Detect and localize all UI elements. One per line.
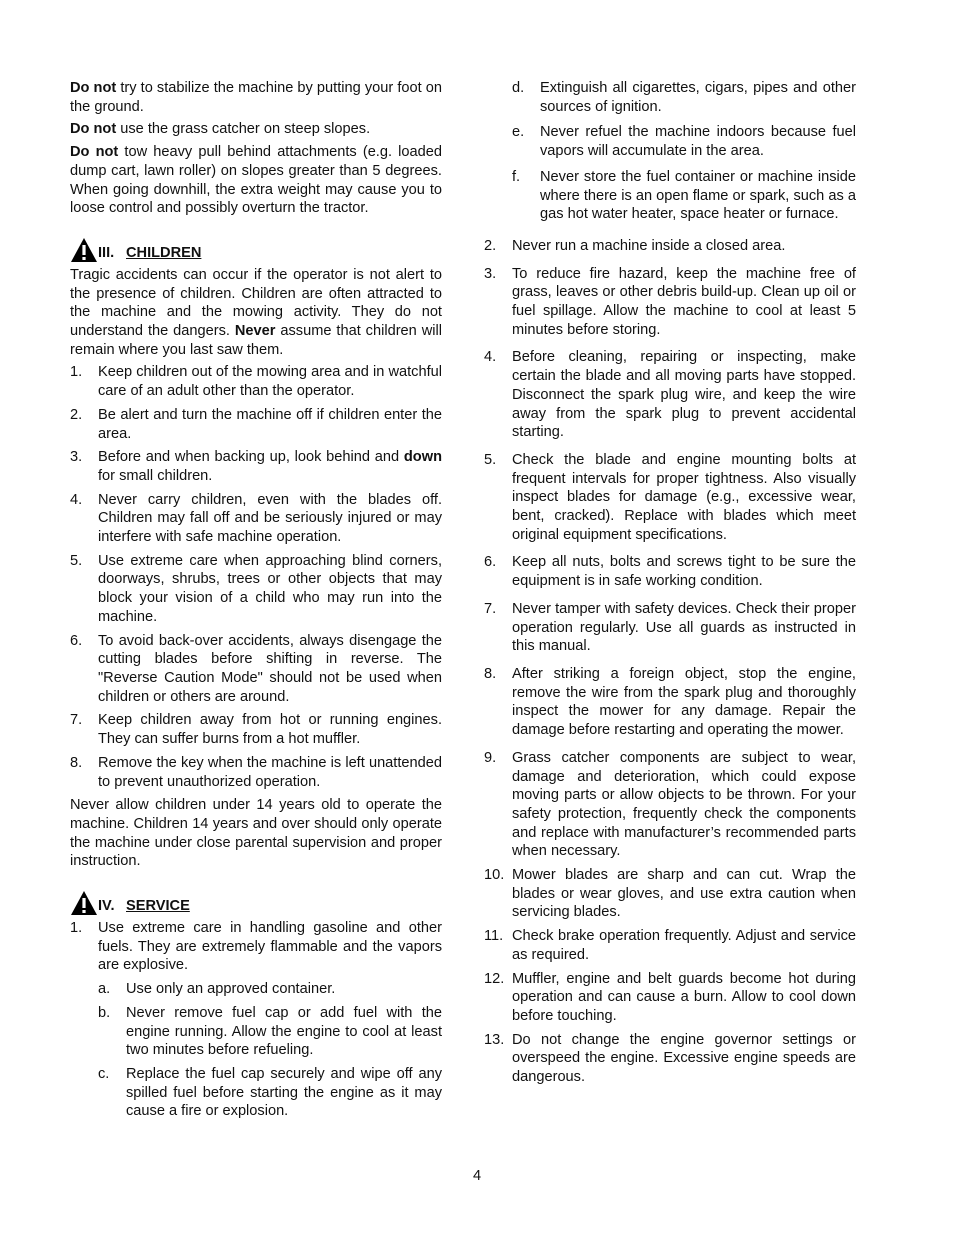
list-item bbox=[484, 451, 856, 545]
item-text: Before cleaning, repairing or inspecting, make certain the blade and all moving parts have stopped. Disconnect the spark plug wire, and keep the wire away from the spark plug to prevent accidental starting. bbox=[512, 349, 856, 441]
fuel-sub-list-continued bbox=[512, 79, 856, 224]
paragraph-text: Tragic accidents can occur if the operator is not alert to the presence of children. Children are often attracted to the machine and the mowing activity. They do not understand the dangers. bbox=[70, 266, 442, 340]
children-closing: Never allow children under 14 years old to operate the machine. Children 14 years and over should only operate the machine under close parental supervision and proper instruction. bbox=[70, 797, 442, 870]
fuel-sub-list bbox=[98, 980, 442, 1121]
item-text: Muffler, engine and belt guards become hot during operation and can cause a burn. Allow to cool down before touching. bbox=[512, 970, 856, 1024]
item-text: Keep children out of the mowing area and in watchful care of an adult other than the operator. bbox=[98, 364, 442, 400]
item-text: Never tamper with safety devices. Check their proper operation regularly. Use all guards as instructed in this manual. bbox=[512, 600, 856, 655]
list-item bbox=[70, 552, 442, 627]
item-number: 1. bbox=[70, 364, 83, 381]
item-text: Never store the fuel container or machine inside where there is an open flame or spark, such as a gas hot water heater, space heater or furnace. bbox=[540, 168, 856, 223]
sub-list-item bbox=[512, 79, 856, 116]
section-heading-service bbox=[70, 886, 442, 916]
list-item bbox=[484, 348, 856, 442]
sub-list-item bbox=[512, 123, 856, 160]
item-letter: a. bbox=[98, 981, 111, 998]
item-text: Do not change the engine governor settings or overspeed the engine. Excessive engine speeds are dangerous. bbox=[512, 1031, 856, 1086]
item-text: Keep all nuts, bolts and screws tight to be sure the equipment is in safe working condition. bbox=[512, 554, 856, 590]
paragraph-stabilize bbox=[70, 79, 442, 116]
list-item bbox=[70, 491, 442, 547]
paragraph-text: assume that children will remain where you last saw them. bbox=[70, 323, 442, 358]
item-text: Mower blades are sharp and can cut. Wrap the blades or wear gloves, and use extra caution when servicing blades. bbox=[512, 867, 856, 921]
item-number: 2. bbox=[484, 237, 497, 254]
list-item bbox=[484, 553, 856, 590]
list-item bbox=[484, 1031, 856, 1087]
list-item bbox=[70, 632, 442, 707]
item-text: After striking a foreign object, stop the engine, remove the wire from the spark plug and thoroughly inspect the mower for any damage. Repair the damage before restarting and operating the mower. bbox=[512, 665, 856, 739]
item-number: 10. bbox=[484, 867, 505, 884]
item-number: 7. bbox=[484, 600, 497, 617]
item-text: Keep children away from hot or running engines. They can suffer burns from a hot muffler. bbox=[98, 712, 442, 748]
children-list bbox=[70, 363, 442, 791]
item-text: Use extreme care in handling gasoline and other fuels. They are extremely flammable and the vapors are explosive. bbox=[98, 920, 442, 974]
list-item bbox=[484, 265, 856, 340]
section-title: CHILDREN bbox=[126, 245, 202, 262]
list-item bbox=[484, 237, 856, 256]
list-item bbox=[70, 448, 442, 485]
sub-list-item bbox=[512, 168, 856, 224]
item-number: 9. bbox=[484, 749, 497, 766]
page-number: 4 bbox=[472, 1168, 482, 1184]
paragraph-text: use the grass catcher on steep slopes. bbox=[116, 121, 371, 138]
section-number: IV. bbox=[98, 898, 115, 915]
item-number: 7. bbox=[70, 712, 83, 729]
item-number: 12. bbox=[484, 970, 505, 987]
list-item bbox=[70, 919, 442, 975]
list-item bbox=[484, 600, 856, 656]
item-text-part: for small children. bbox=[98, 467, 213, 484]
item-number: 3. bbox=[484, 265, 497, 282]
list-item bbox=[484, 665, 856, 740]
item-text: To avoid back-over accidents, always disengage the cutting blades before shifting in reverse. The "Reverse Caution Mode" should not be used when children or others are around. bbox=[98, 632, 442, 705]
item-letter: b. bbox=[98, 1004, 111, 1021]
item-text: Grass catcher components are subject to wear, damage and deterioration, which could expose moving parts or allow objects to be thrown. For your safety protection, frequently check the components and replace with manufacturer’s recommended parts when necessary. bbox=[512, 749, 856, 860]
item-letter: e. bbox=[512, 124, 525, 141]
item-text: Use extreme care when approaching blind corners, doorways, shrubs, trees or other objects that may block your vision of a child who may run into the machine. bbox=[98, 552, 442, 625]
sub-list-item bbox=[98, 1065, 442, 1121]
bold-do-not: Do not bbox=[70, 121, 117, 138]
item-text bbox=[98, 448, 442, 485]
item-number: 6. bbox=[70, 632, 83, 649]
item-text: Remove the key when the machine is left unattended to prevent unauthorized operation. bbox=[98, 754, 442, 790]
paragraph-text: try to stabilize the machine by putting your foot on the ground. bbox=[70, 80, 442, 115]
item-letter: d. bbox=[512, 80, 525, 96]
bold-do-not: Do not bbox=[70, 80, 117, 96]
item-text: Never run a machine inside a closed area. bbox=[512, 237, 786, 254]
list-item bbox=[70, 406, 442, 443]
item-number: 2. bbox=[70, 406, 83, 423]
item-text: Never carry children, even with the blades off. Children may fall off and be seriously injured or may interfere with safe machine operation. bbox=[98, 491, 442, 546]
list-item bbox=[484, 749, 856, 861]
right-column bbox=[484, 79, 856, 1101]
list-item bbox=[70, 754, 442, 791]
item-text: Replace the fuel cap securely and wipe off any spilled fuel before starting the engine as it may cause a fire or explosion. bbox=[126, 1065, 442, 1120]
item-number: 5. bbox=[484, 451, 497, 468]
sub-list-item bbox=[98, 980, 442, 999]
list-item bbox=[70, 711, 442, 748]
bold-down: down bbox=[403, 449, 442, 466]
service-list bbox=[484, 237, 856, 1092]
item-number: 6. bbox=[484, 554, 497, 571]
bold-do-not: Do not bbox=[70, 144, 119, 161]
list-item bbox=[484, 970, 856, 1026]
children-intro bbox=[70, 266, 442, 360]
item-number: 4. bbox=[484, 349, 497, 366]
item-number: 8. bbox=[484, 665, 497, 682]
list-item bbox=[70, 363, 442, 400]
paragraph-text: tow heavy pull behind attachments (e.g. loaded dump cart, lawn roller) on slopes greater than 5 degrees. When going downhill, the extra weight may cause you to loose control and possibly overturn the tractor. bbox=[70, 144, 442, 217]
item-number: 3. bbox=[70, 449, 83, 466]
item-text: Never refuel the machine indoors because fuel vapors will accumulate in the area. bbox=[540, 124, 856, 160]
item-number: 4. bbox=[70, 491, 83, 508]
item-number: 1. bbox=[70, 920, 83, 937]
warning-triangle-icon bbox=[70, 890, 98, 916]
left-column bbox=[70, 79, 442, 1126]
item-letter: c. bbox=[98, 1065, 110, 1082]
warning-triangle-icon bbox=[70, 237, 98, 263]
section-title: SERVICE bbox=[126, 898, 190, 915]
item-number: 8. bbox=[70, 754, 83, 771]
bold-never: Never bbox=[234, 323, 276, 340]
item-text-part: Before and when backing up, look behind and bbox=[98, 449, 404, 466]
item-number: 11. bbox=[484, 928, 504, 945]
item-number: 13. bbox=[484, 1031, 505, 1048]
list-item bbox=[484, 927, 856, 964]
paragraph-grass-catcher bbox=[70, 120, 442, 139]
item-text: Check brake operation frequently. Adjust and service as required. bbox=[512, 928, 856, 963]
item-text: To reduce fire hazard, keep the machine free of grass, leaves or other debris build-up. Clean up oil or fuel spillage. Allow the machine to cool at least 5 minutes before storing. bbox=[512, 265, 856, 338]
section-heading-children bbox=[70, 233, 442, 263]
item-number: 5. bbox=[70, 552, 83, 569]
item-text: Use only an approved container. bbox=[126, 981, 336, 998]
item-text: Never remove fuel cap or add fuel with the engine running. Allow the engine to cool at least two minutes before refueling. bbox=[126, 1004, 442, 1059]
item-text: Check the blade and engine mounting bolts at frequent intervals for proper tightness. Also visually inspect blades for damage (e.g., excessive wear, bent, cracked). Replace with blades which meet original equipment specifications. bbox=[512, 451, 856, 543]
sub-list-item bbox=[98, 1004, 442, 1060]
paragraph-tow bbox=[70, 143, 442, 218]
item-text: Be alert and turn the machine off if children enter the area. bbox=[98, 406, 442, 442]
item-letter: f. bbox=[512, 168, 521, 185]
list-item bbox=[484, 866, 856, 922]
item-text: Extinguish all cigarettes, cigars, pipes and other sources of ignition. bbox=[540, 80, 856, 115]
section-number: III. bbox=[98, 245, 115, 262]
